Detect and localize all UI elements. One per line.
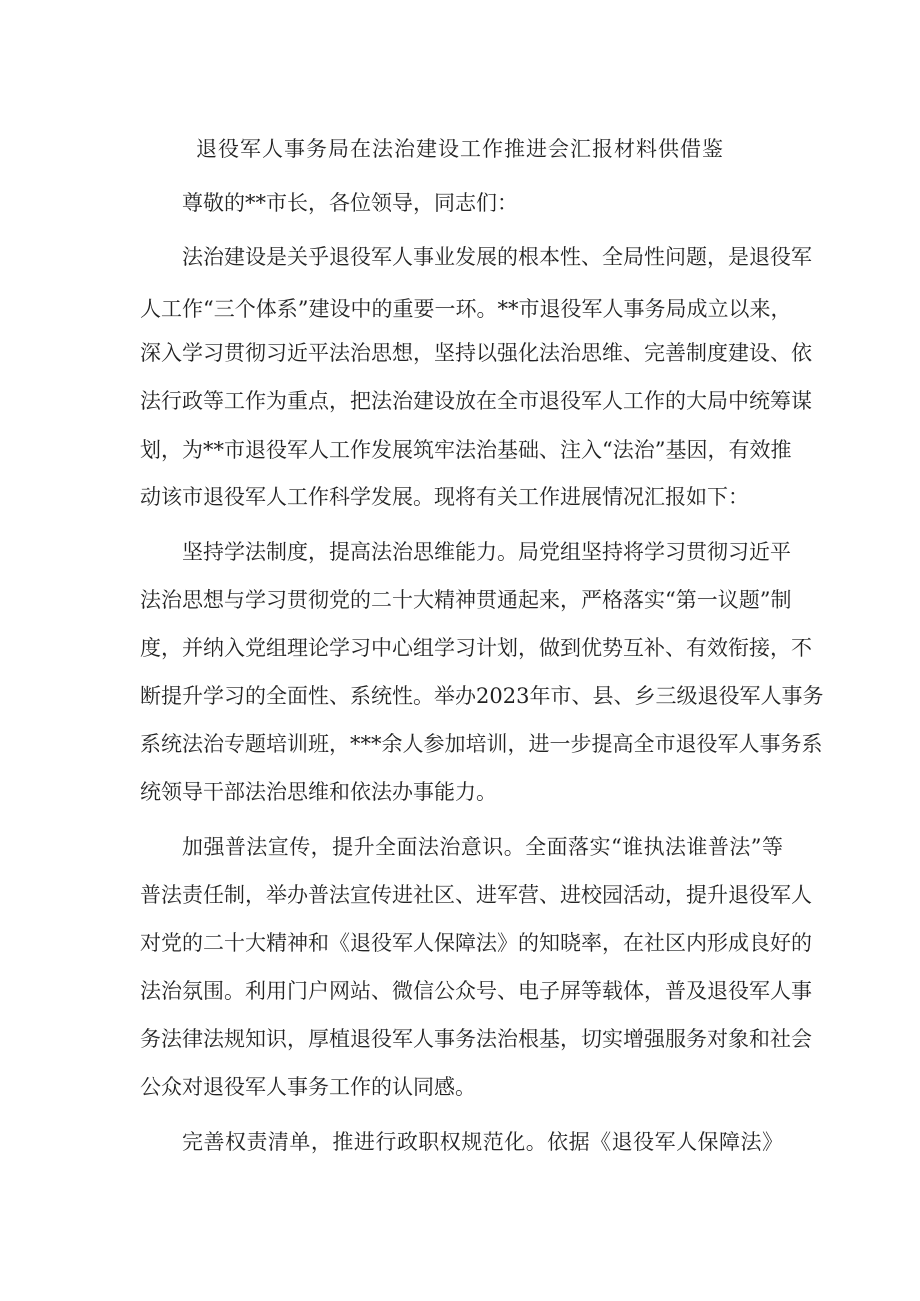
paragraph-line: 公众对退役军人事务工作的认同感。 [140,1075,476,1099]
paragraph-line: 完善权责清单，推进行政职权规范化。依据《退役军人保障法》 [182,1130,783,1154]
paragraph-line: 人工作“三个体系”建设中的重要一环。**市退役军人事务局成立以来， [140,297,792,321]
paragraph-line: 法治氛围。利用门户网站、微信公众号、电子屏等载体，普及退役军人事 [140,979,812,1003]
paragraph-line: 系统法治专题培训班，***余人参加培训，进一步提高全市退役军人事务系 [140,732,823,756]
paragraph-line: 动该市退役军人工作科学发展。现将有关工作进展情况汇报如下： [140,485,749,509]
paragraph-line: 度，并纳入党组理论学习中心组学习计划，做到优势互补、有效衔接，不 [140,636,812,660]
paragraph-line: 断提升学习的全面性、系统性。举办2023年市、县、乡三级退役军人事务 [140,684,824,708]
paragraph-line: 对党的二十大精神和《退役军人保障法》的知晓率，在社区内形成良好的 [140,931,812,955]
salutation: 尊敬的**市长，各位领导，同志们： [182,191,518,215]
paragraph-line: 普法责任制，举办普法宣传进社区、进军营、进校园活动，提升退役军人 [140,883,812,907]
paragraph-line: 务法律法规知识，厚植退役军人事务法治根基，切实增强服务对象和社会 [140,1027,812,1051]
paragraph-line: 法行政等工作为重点，把法治建设放在全市退役军人工作的大局中统筹谋 [140,389,812,413]
paragraph-line: 坚持学法制度，提高法治思维能力。局党组坚持将学习贯彻习近平 [182,540,791,564]
paragraph-line: 划，为**市退役军人工作发展筑牢法治基础、注入“法治”基因，有效推 [140,438,792,462]
paragraph-line: 法治思想与学习贯彻党的二十大精神贯通起来，严格落实“第一议题”制 [140,588,792,612]
paragraph-line: 深入学习贯彻习近平法治思想，坚持以强化法治思维、完善制度建设、依 [140,341,812,365]
document-title: 退役军人事务局在法治建设工作推进会汇报材料供借鉴 [196,137,724,161]
paragraph-line: 加强普法宣传，提升全面法治意识。全面落实“谁执法谁普法”等 [182,835,783,859]
paragraph-line: 统领导干部法治思维和依法办事能力。 [140,780,497,804]
paragraph-line: 法治建设是关乎退役军人事业发展的根本性、全局性问题，是退役军 [182,245,812,269]
